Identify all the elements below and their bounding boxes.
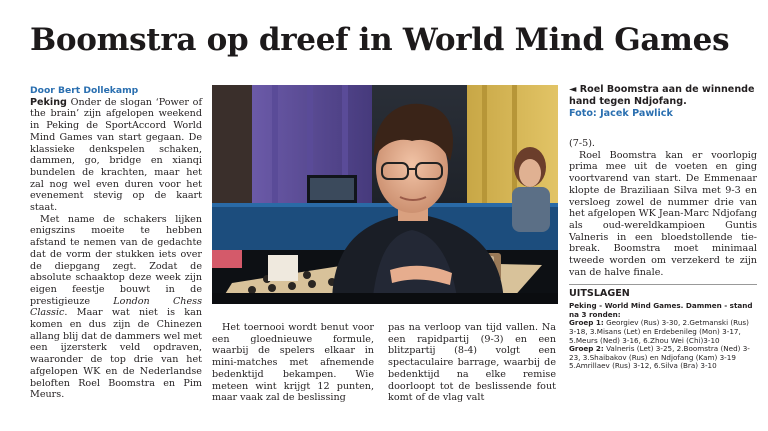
results-group-1 <box>569 319 757 345</box>
photo-credit: Foto: Jacek Pawlick <box>569 107 673 119</box>
results-heading: UITSLAGEN <box>569 284 757 300</box>
paragraph-rapidpartij: pas na verloop van tijd vallen. Na een rapidpartij (9-3) en een blitzpartij (8-4) volgt een spectaculaire barrage, waarbij de bedenktijd na elke remise doorloopt tot de beslissende fout komt of de vlag valt <box>388 322 556 404</box>
photo-image <box>212 85 558 304</box>
article-column-1 <box>30 85 202 401</box>
paragraph-boomstra: Roel Boomstra kan er voorlopig prima mee uit de voeten en ging voortvarend van start. De Emmenaar klopte de Braziliaan Silva met 9-3 en versloeg zowel de nummer drie van het afgelopen WK Jean-Marc Ndjofang als oud-wereldkampioen Guntis Valneris in een bloedstollende tie-break. Boomstra moet minimaal tweede worden om verzekerd te zijn van de halve finale. <box>569 149 757 278</box>
article-column-4 <box>569 138 757 371</box>
group-1-label: Groep 1: <box>569 318 604 328</box>
dateline: Peking <box>30 96 67 108</box>
paragraph-toernooi: Het toernooi wordt benut voor een gloednieuwe formule, waarbij de spelers elkaar in mini-matches met afnemende bedenktijd bekampen. Wie meteen wint krijgt 12 punten, maar vaak zal de beslissing <box>212 322 374 404</box>
group-1-standings: Georgiev (Rus) 3-30, 2.Getmanski (Rus) 3-18, 3.Misans (Let) en Erdebenileg (Mon) 3-17, 5.Meurs (Ned) 3-16, 6.Zhou Wei (Chi)3-10 <box>569 318 749 345</box>
photo-boomstra <box>212 85 558 304</box>
event-name: London Chess Classic <box>30 295 202 319</box>
results-intro: Peking - World Mind Games. Dammen - stand na 3 ronden: <box>569 301 753 319</box>
paragraph-text: Met name de schakers lijken enigszins moeite te hebben afstand te nemen van de gedachte dat de vorm der stukken iets over de diepgang zegt. Zodat de absolute schaaktop deze week zijn eigen feestje bouwt in de prestigieuze <box>30 213 202 307</box>
caption-text: ◄ Roel Boomstra aan de winnende hand tegen Ndjofang. <box>569 84 755 107</box>
intro-text: Onder de slogan ‘Power of the brain’ zijn afgelopen weekend in Peking de SportAccord World Mind Games van start gegaan. De klassieke denkspelen schaken, dammen, go, bridge en xianqi bundelen de krachten, maar het zal nog wel even duren voor het evenement stevig op de kaart staat. <box>30 96 202 214</box>
photo-caption <box>569 84 759 119</box>
results-box <box>569 302 757 371</box>
paragraph-schakers <box>30 214 202 401</box>
article-column-3 <box>388 322 556 404</box>
group-2-label: Groep 2: <box>569 344 604 354</box>
results-group-2 <box>569 345 757 371</box>
byline: Door Bert Dollekamp <box>30 85 139 96</box>
headline: Boomstra op dreef in World Mind Games <box>30 22 730 58</box>
paragraph-continuation: (7-5). <box>569 138 595 149</box>
paragraph-intro <box>30 97 202 214</box>
article-column-2 <box>212 322 374 404</box>
group-2-standings: Valneris (Let) 3-25, 2.Boomstra (Ned) 3-23, 3.Shaibakov (Rus) en Ndjofang (Kam) 3-19 5.Amrillaev (Rus) 3-12, 6.Silva (Bra) 3-10 <box>569 344 750 371</box>
paragraph-text: . Maar wat niet is kan komen en dus zijn de Chinezen allang blij dat de dammers wel met een ijzersterk veld opdraven, waaronder de top drie van het afgelopen WK en de Nederlandse beloften Roel Boomstra en Pim Meurs. <box>30 307 202 401</box>
